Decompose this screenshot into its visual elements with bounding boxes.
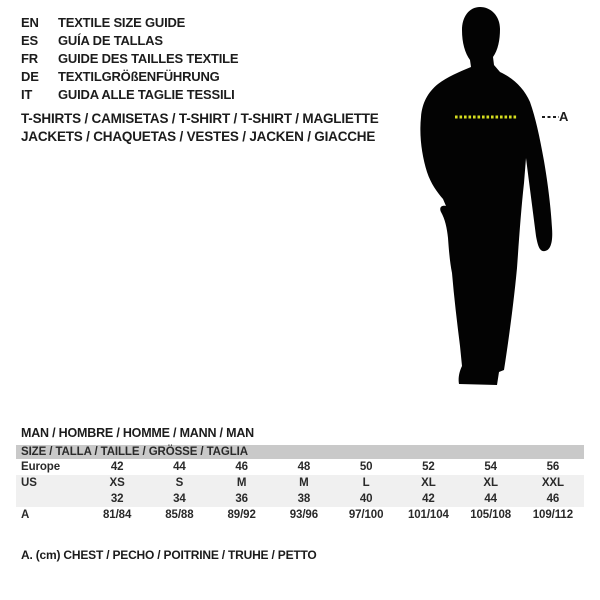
size-cell: 101/104: [407, 509, 449, 521]
language-code: DE: [21, 69, 39, 84]
gender-heading: MAN / HOMBRE / HOMME / MANN / MAN: [21, 426, 254, 440]
measure-footnote: A. (cm) CHEST / PECHO / POITRINE / TRUHE / PETTO: [21, 548, 317, 562]
size-cell: 93/96: [289, 509, 319, 521]
size-cell: 32: [110, 493, 124, 505]
table-row-europe: [16, 459, 584, 475]
size-cell: 46: [546, 493, 560, 505]
language-title: GUIDE DES TAILLES TEXTILE: [58, 51, 239, 66]
man-silhouette-shape: [420, 7, 552, 385]
size-cell: XL: [483, 477, 498, 489]
size-cell: 81/84: [102, 509, 132, 521]
size-cell: 44: [484, 493, 497, 505]
size-cell: 36: [235, 493, 248, 505]
category-line-tshirts: T-SHIRTS / CAMISETAS / T-SHIRT / T-SHIRT / MAGLIETTE: [21, 111, 379, 126]
language-row-en: [21, 14, 238, 32]
size-cell: 34: [173, 493, 186, 505]
language-code: FR: [21, 51, 38, 66]
size-cell: M: [236, 477, 247, 489]
language-code: ES: [21, 33, 38, 48]
size-cell: 105/108: [470, 509, 512, 521]
size-cell: 42: [422, 493, 435, 505]
size-cell: 85/88: [165, 509, 194, 521]
language-title: TEXTILE SIZE GUIDE: [58, 15, 186, 30]
size-cell: XL: [421, 477, 436, 489]
language-row-es: [21, 32, 238, 50]
size-cell: 38: [297, 493, 311, 505]
language-row-de: [21, 68, 238, 86]
size-cell: M: [299, 477, 309, 489]
size-cell: 50: [359, 461, 373, 473]
row-label: US: [21, 477, 37, 489]
row-label: Europe: [21, 461, 61, 473]
language-title: TEXTILGRÖßENFÜHRUNG: [58, 69, 220, 84]
size-cell: 109/112: [532, 509, 573, 521]
table-row-us: [16, 475, 584, 491]
size-cell: XXL: [541, 477, 564, 489]
size-table-header: SIZE / TALLA / TAILLE / GRÖSSE / TAGLIA: [16, 445, 584, 459]
table-row-chest-cm: [16, 507, 584, 523]
language-title: GUÍA DE TALLAS: [58, 33, 163, 48]
language-row-it: [21, 86, 238, 104]
size-cell: XS: [109, 477, 125, 489]
category-line-jackets: JACKETS / CHAQUETAS / VESTES / JACKEN / GIACCHE: [21, 129, 376, 144]
size-table: [16, 445, 584, 523]
row-label: A: [21, 509, 30, 521]
size-cell: 44: [173, 461, 186, 473]
size-cell: 48: [297, 461, 311, 473]
language-code: IT: [21, 87, 33, 102]
man-silhouette-figure: [405, 0, 600, 400]
measure-label-a: A: [559, 109, 569, 124]
size-cell: 89/92: [227, 509, 256, 521]
size-cell: S: [175, 477, 184, 489]
size-cell: 56: [546, 461, 560, 473]
language-title-list: [21, 14, 238, 104]
size-cell: 54: [484, 461, 497, 473]
size-cell: 46: [235, 461, 248, 473]
category-lines: [21, 110, 379, 146]
size-cell: 42: [110, 461, 124, 473]
size-cell: 97/100: [348, 509, 384, 521]
language-code: EN: [21, 15, 39, 30]
table-row-numeric: [16, 491, 584, 507]
language-title: GUIDA ALLE TAGLIE TESSILI: [58, 87, 235, 102]
size-cell: 52: [422, 461, 435, 473]
language-row-fr: [21, 50, 238, 68]
size-cell: 40: [359, 493, 373, 505]
size-cell: L: [362, 477, 370, 489]
